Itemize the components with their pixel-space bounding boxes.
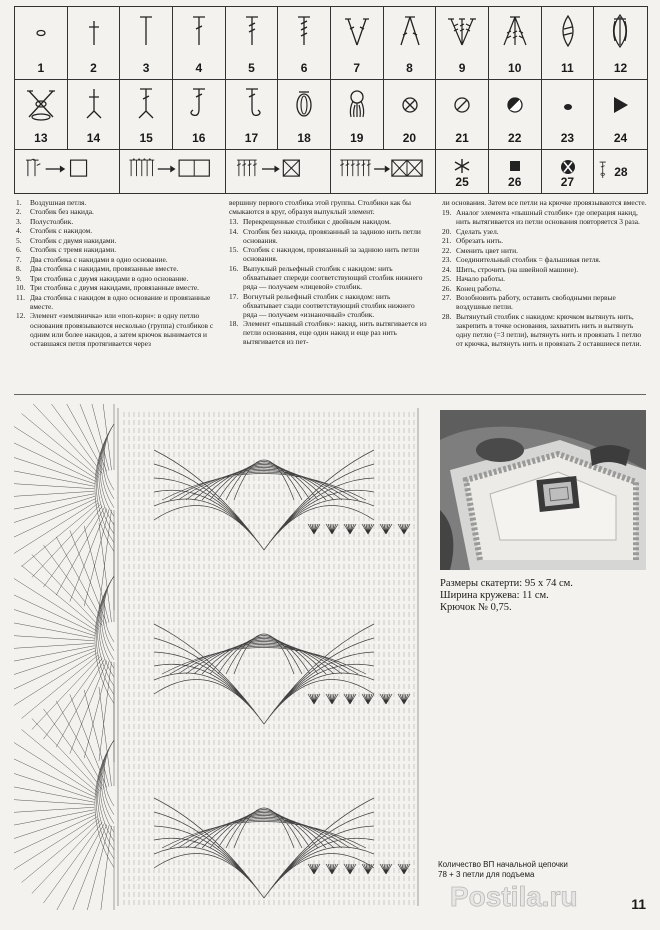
key-row-1 [15,7,647,80]
legend-item [16,283,218,292]
legend-item [442,284,648,293]
legend-item-number: 13. [229,217,239,227]
legend-item [442,255,648,264]
chain-to-square-icon [19,153,115,185]
key-cell-16 [173,79,226,149]
legend-item [229,227,429,245]
legend-item [229,319,429,346]
key-number: 24 [613,131,628,145]
puff-stitch-3-icon [339,83,375,123]
two-dc-together-icon [392,11,428,51]
popcorn-stitch-icon [602,11,638,51]
key-number: 27 [560,175,575,189]
chain-count-line-2: 78 + 3 петли для подъема [438,870,535,879]
legend-item-text: Полустолбик. [30,216,74,226]
legend-item [442,312,648,348]
puff-stitch-icon [286,83,322,123]
legend-item [16,236,218,245]
legend-item-number: 27. [442,293,452,303]
key-cell-15 [120,79,173,149]
legend-column-2 [229,198,429,347]
legend-item-text: Три столбика с двумя накидами, провязанные вместе. [30,283,200,293]
legend-item-text: Элемент «пышный столбик»: накид, нить вытягивается из петли основания, еще один накид и еще раз нить вытягивается из пет- [243,319,427,347]
key-number: 28 [614,165,628,179]
key-number: 18 [297,131,311,145]
dc-back-loop-icon [128,83,164,123]
chart-frame [118,408,418,906]
legend-item [442,265,648,274]
key-cell-11 [542,7,595,79]
tablecloth-size: Размеры скатерти: 95 х 74 см. [440,578,573,589]
legend-item-number: 3. [16,216,22,226]
legend-item [16,274,218,283]
legend-item-number: 8. [16,264,22,274]
legend-item-text: Выпуклый рельефный столбик с накидом: нить обхватывает спереди соответствующий столбик нижнего ряда — получаем «лицевой» столбик. [243,263,423,292]
legend-item [229,217,429,226]
key-cell-23 [542,79,595,149]
legend-item-text: Столбик с накидом. [30,226,93,236]
half-double-crochet-icon [128,11,164,51]
page-number: 11 [631,896,646,912]
key-number: 22 [508,131,522,145]
legend-item-number: 21. [442,236,452,246]
legend-item [442,293,648,311]
key-cell-19 [331,79,384,149]
legend-item-text: Сделать узел. [456,226,499,236]
key-cell-18 [278,79,331,149]
scalloped-edge [14,404,114,910]
legend-item-number: 25. [442,274,452,284]
legend-item [442,236,648,245]
project-info [440,578,646,614]
key-cell-9 [436,7,489,79]
cut-thread-icon [444,83,480,123]
legend-item [16,255,218,264]
legend-item-text: Обрезать нить. [456,236,503,246]
legend-item [442,246,648,255]
key-equivalence-2 [120,149,225,193]
key-cell-7 [331,7,384,79]
legend-item-text: Вытянутый столбик с накидом: крючком вытянуть нить, закрепить в точке основания, захватить нить и вытянуть одну петлю (=3 петли), вытянуть нить и провязать 1 петлю от крючка, вытянуть нить и провязать 2 оставшиеся петли. [456,311,642,348]
legend-item-number: 12. [16,311,26,321]
legend-item [16,207,218,216]
key-cell-13 [15,79,68,149]
legend-item [16,311,218,347]
legend-item-text: Аналог элемента «пышный столбик» где операция накид, нить вытягивается из петли основания повторяется 3 раза. [456,208,640,227]
key-cell-6 [278,7,331,79]
svg-text:Postila.ru: Postila.ru [450,881,578,912]
legend-item-text: Конец работы. [456,283,502,293]
key-row-3 [15,149,647,193]
key-number: 25 [455,175,469,189]
legend-item-number: 20. [442,226,452,236]
tablecloth-photo [440,410,646,570]
legend-continuation: вершину первого столбика этой группы. Столбики как бы смыкаются в круг, образуя выпуклый элемент. [229,198,412,217]
group-to-double-crossed-icon [335,153,431,185]
legend-item-number: 6. [16,245,22,255]
legend-item-number: 15. [229,245,239,255]
legend-item [16,217,218,226]
key-cell-22 [489,79,542,149]
key-number: 8 [406,61,413,75]
legend-item-text: Столбик с накидом, провязанный за заднюю нить петли основания. [243,245,420,264]
symbol-key-table [14,6,648,194]
legend-item-number: 17. [229,291,239,301]
sew-triangle-icon [602,83,638,123]
legend-item [16,293,218,311]
key-number: 2 [90,61,97,75]
double-treble-crochet-icon [286,11,322,51]
three-tr-same-base-icon [444,11,480,51]
single-crochet-icon [76,11,112,51]
key-cell-2 [68,7,121,79]
key-number: 5 [248,61,255,75]
key-row-2 [15,79,647,150]
legend-item-number: 2. [16,207,22,217]
key-number: 19 [350,131,364,145]
legend-item [229,292,429,319]
legend-item-number: 24. [442,264,452,274]
key-equivalence-3 [226,149,331,193]
lace-width: Ширина кружева: 11 см. [440,590,549,601]
key-cell-4 [173,7,226,79]
key-cell-3 [120,7,173,79]
key-cell-27 [542,149,595,193]
legend-item [16,264,218,273]
chain-count-line-1: Количество ВП начальной цепочки [438,860,568,869]
postila-watermark [450,880,650,914]
legend-item [16,226,218,235]
key-cell-5 [226,7,279,79]
legend-item-text: Столбик с двумя накидами. [30,235,117,245]
legend-column-3 [442,198,648,348]
double-crochet-icon [181,11,217,51]
legend-item [442,274,648,283]
treble-crochet-icon [234,11,270,51]
group-to-crossed-square-icon [230,153,326,185]
key-cell-28 [594,149,647,193]
legend-item-number: 18. [229,319,239,329]
key-cell-26 [489,149,542,193]
key-number: 23 [560,131,575,145]
legend-item-text: Возобновить работу, оставить свободными первые воздушные петли. [456,293,616,312]
change-color-icon [497,83,533,123]
crossed-stitches-icon [23,83,59,123]
legend-item-text: Начало работы. [456,274,505,284]
legend-item-number: 10. [16,283,26,293]
legend-item-number: 23. [442,255,452,265]
key-cell-17 [226,79,279,149]
three-tr-together-icon [497,11,533,51]
key-equivalence-4 [331,149,436,193]
legend-continuation: ли основания. Затем все петли на крючке провязываются вместе. [442,198,647,207]
legend-item [16,245,218,254]
legend-item-number: 22. [442,245,452,255]
key-number: 9 [458,61,466,75]
front-post-dc-icon [181,83,217,123]
stitch-legend [16,198,648,388]
key-cell-10 [489,7,542,79]
key-cell-25 [436,149,489,193]
key-number: 13 [34,131,48,145]
key-number: 15 [139,131,153,145]
key-number: 12 [613,61,628,75]
legend-item-text: Два столбика с накидами в одно основание. [30,254,168,264]
key-equivalence-1 [15,149,120,193]
key-number: 4 [195,61,203,75]
key-cell-8 [384,7,437,79]
key-cell-24 [594,79,647,149]
crochet-lace-chart [14,404,432,910]
key-number: 14 [86,131,101,145]
legend-item [16,198,218,207]
legend-item-number: 19. [442,208,452,218]
legend-item-text: Воздушная петля. [30,198,87,207]
key-cell-12 [594,7,647,79]
legend-item-number: 9. [16,273,22,283]
key-number: 7 [353,61,361,75]
legend-item-text: Три столбика с двумя накидами в одно основание. [30,273,189,283]
key-number: 16 [192,131,206,145]
legend-item-number: 11. [16,292,25,302]
key-cell-14 [68,79,121,149]
hook-size: Крючок № 0,75. [440,602,512,613]
slip-stitch-icon [550,83,586,123]
legend-item-text: Соединительный столбик = фальшивая петля. [456,255,601,265]
legend-item-text: Элемент «земляничка» или «поп-корн»: в одну петлю основания провязываются несколько (группа) столбиков с одним или более накидов, а затем крючок вынимается и оставшаяся петля протягивается через [30,311,214,348]
sc-back-loop-icon [76,83,112,123]
key-number: 11 [561,61,574,75]
stitch-grid [124,412,414,905]
legend-item [229,245,429,263]
legend-item [442,227,648,236]
chain-stitch-icon [23,11,59,51]
legend-item-text: Вогнутый рельефный столбик с накидом: нить обхватывает сзади соответствующий столбик нижнего ряда — получаем «изнаночный» столбик. [243,291,415,319]
key-cell-21 [436,79,489,149]
legend-item-text: Шить, строчить (на швейной машине). [456,264,579,274]
key-number: 26 [508,175,522,189]
legend-item-number: 7. [16,254,22,264]
legend-item-text: Перекрещенные столбики с двойным накидом. [243,217,391,227]
key-number: 1 [37,61,45,75]
photo-illustration [440,410,646,570]
key-number: 6 [300,61,308,75]
key-cell-1 [15,7,68,79]
key-number: 21 [455,131,469,145]
back-post-dc-icon [234,83,270,123]
legend-item-text: Столбик без накида. [30,207,94,217]
legend-item-number: 5. [16,235,22,245]
two-dc-same-base-icon [339,11,375,51]
legend-item-text: Столбик без накида, провязанный за заднюю нить петли основания. [243,226,421,245]
key-number: 3 [142,61,150,75]
legend-item-text: Два столбика с накидами, провязанные вместе. [30,264,179,274]
legend-item-text: Столбик с тремя накидами. [30,245,117,255]
legend-item-number: 14. [229,226,239,236]
key-number: 17 [244,131,259,145]
legend-item-number: 1. [16,198,22,207]
key-number: 10 [508,61,522,75]
two-dc-same-base-together-icon [550,11,586,51]
legend-item-number: 4. [16,226,22,236]
legend-column-1 [16,198,218,348]
legend-item-number: 28. [442,311,452,321]
legend-item-text: Сменить цвет нити. [456,245,518,255]
knot-icon [392,83,428,123]
chain-group-to-rect-icon [124,153,220,185]
legend-item-text: Два столбика с накидом в одно основание и провязанные вместе. [30,292,211,311]
legend-item-number: 16. [229,263,239,273]
key-number: 20 [402,131,417,145]
chain-count-note [438,860,618,880]
section-divider [14,394,646,395]
legend-item-number: 26. [442,283,452,293]
legend-item [442,208,648,226]
legend-item [229,264,429,291]
key-cell-20 [384,79,437,149]
lace-diagram [14,404,432,910]
